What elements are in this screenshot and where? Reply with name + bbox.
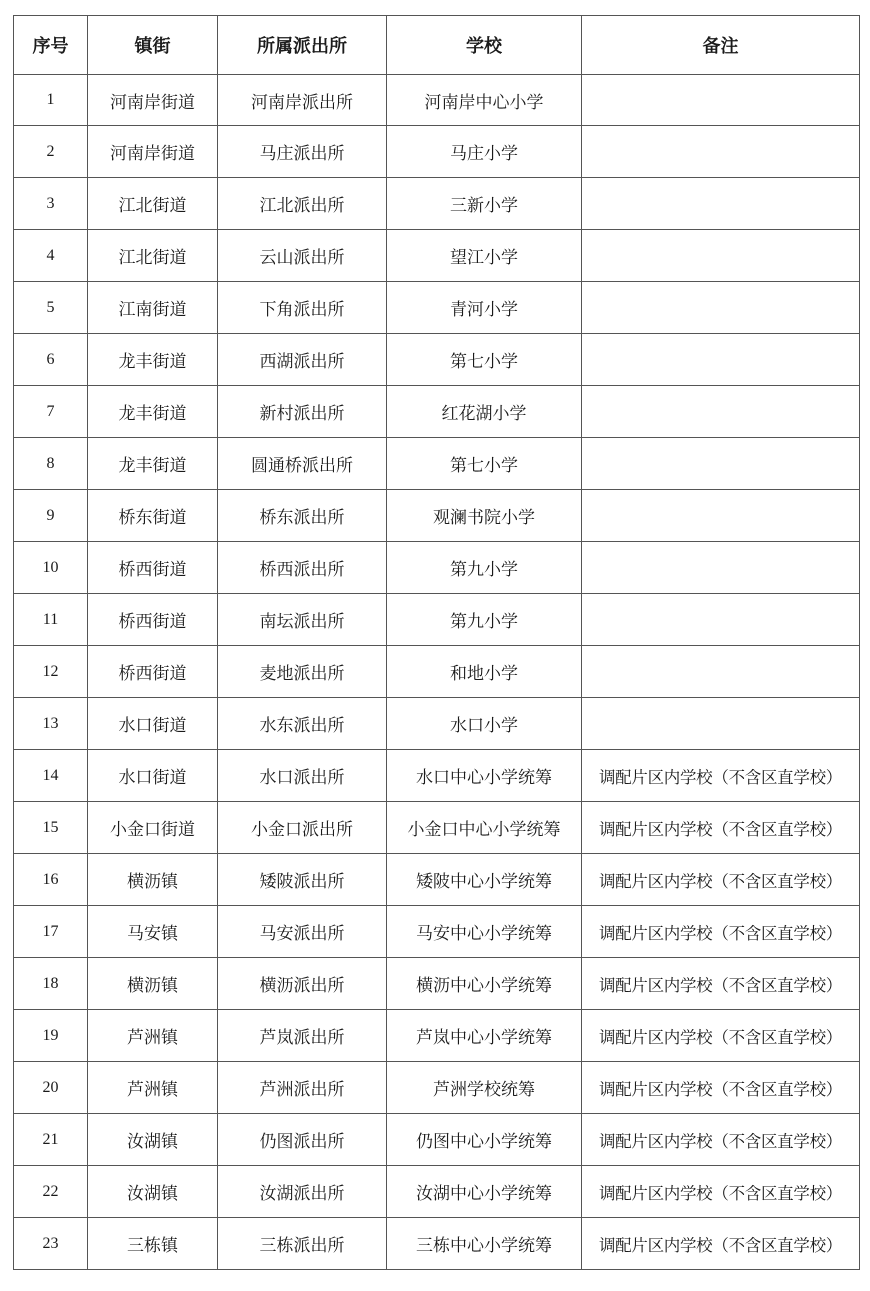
cell-police-station: 河南岸派出所 — [218, 75, 387, 126]
cell-police-station: 江北派出所 — [218, 178, 387, 230]
cell-school: 望江小学 — [387, 230, 582, 282]
header-note: 备注 — [582, 16, 860, 75]
cell-num: 7 — [14, 386, 88, 438]
cell-note: 调配片区内学校（不含区直学校） — [582, 1166, 860, 1218]
cell-school: 第七小学 — [387, 334, 582, 386]
cell-num: 19 — [14, 1010, 88, 1062]
cell-town: 芦洲镇 — [88, 1010, 218, 1062]
cell-town: 河南岸街道 — [88, 126, 218, 178]
cell-school: 第七小学 — [387, 438, 582, 490]
cell-police-station: 小金口派出所 — [218, 802, 387, 854]
cell-num: 6 — [14, 334, 88, 386]
cell-town: 三栋镇 — [88, 1218, 218, 1270]
cell-police-station: 水东派出所 — [218, 698, 387, 750]
cell-num: 11 — [14, 594, 88, 646]
cell-num: 4 — [14, 230, 88, 282]
cell-town: 龙丰街道 — [88, 334, 218, 386]
cell-num: 10 — [14, 542, 88, 594]
cell-police-station: 云山派出所 — [218, 230, 387, 282]
cell-note — [582, 698, 860, 750]
cell-note: 调配片区内学校（不含区直学校） — [582, 1114, 860, 1166]
cell-police-station: 马安派出所 — [218, 906, 387, 958]
table-row — [14, 230, 860, 282]
table-row — [14, 646, 860, 698]
cell-town: 横沥镇 — [88, 958, 218, 1010]
cell-school: 第九小学 — [387, 594, 582, 646]
cell-school: 红花湖小学 — [387, 386, 582, 438]
cell-school: 汝湖中心小学统筹 — [387, 1166, 582, 1218]
cell-num: 3 — [14, 178, 88, 230]
table-row — [14, 1166, 860, 1218]
cell-police-station: 芦洲派出所 — [218, 1062, 387, 1114]
cell-school: 青河小学 — [387, 282, 582, 334]
cell-police-station: 下角派出所 — [218, 282, 387, 334]
cell-num: 16 — [14, 854, 88, 906]
cell-town: 汝湖镇 — [88, 1166, 218, 1218]
cell-school: 小金口中心小学统筹 — [387, 802, 582, 854]
cell-town: 芦洲镇 — [88, 1062, 218, 1114]
cell-town: 马安镇 — [88, 906, 218, 958]
table-row — [14, 854, 860, 906]
school-assignment-table-container — [13, 15, 859, 1270]
cell-school: 水口小学 — [387, 698, 582, 750]
table-row — [14, 386, 860, 438]
cell-police-station: 矮陂派出所 — [218, 854, 387, 906]
cell-school: 观澜书院小学 — [387, 490, 582, 542]
cell-num: 12 — [14, 646, 88, 698]
cell-note — [582, 386, 860, 438]
cell-num: 13 — [14, 698, 88, 750]
cell-note: 调配片区内学校（不含区直学校） — [582, 1062, 860, 1114]
table-row — [14, 1010, 860, 1062]
cell-school: 河南岸中心小学 — [387, 75, 582, 126]
header-num: 序号 — [14, 16, 88, 75]
table-row — [14, 958, 860, 1010]
cell-num: 17 — [14, 906, 88, 958]
table-row — [14, 490, 860, 542]
table-row — [14, 542, 860, 594]
cell-police-station: 仍图派出所 — [218, 1114, 387, 1166]
cell-school: 矮陂中心小学统筹 — [387, 854, 582, 906]
cell-school: 马安中心小学统筹 — [387, 906, 582, 958]
cell-note — [582, 490, 860, 542]
cell-note: 调配片区内学校（不含区直学校） — [582, 1010, 860, 1062]
table-row — [14, 438, 860, 490]
cell-note: 调配片区内学校（不含区直学校） — [582, 802, 860, 854]
cell-note — [582, 230, 860, 282]
cell-town: 横沥镇 — [88, 854, 218, 906]
table-row — [14, 178, 860, 230]
cell-num: 9 — [14, 490, 88, 542]
cell-town: 桥东街道 — [88, 490, 218, 542]
cell-police-station: 芦岚派出所 — [218, 1010, 387, 1062]
cell-town: 河南岸街道 — [88, 75, 218, 126]
table-header — [14, 16, 860, 75]
cell-police-station: 麦地派出所 — [218, 646, 387, 698]
cell-num: 21 — [14, 1114, 88, 1166]
cell-note — [582, 542, 860, 594]
cell-note — [582, 334, 860, 386]
cell-note — [582, 75, 860, 126]
table-row — [14, 906, 860, 958]
cell-school: 第九小学 — [387, 542, 582, 594]
cell-note — [582, 438, 860, 490]
cell-num: 8 — [14, 438, 88, 490]
header-school: 学校 — [387, 16, 582, 75]
cell-num: 23 — [14, 1218, 88, 1270]
table-row — [14, 750, 860, 802]
table-row — [14, 1062, 860, 1114]
cell-school: 和地小学 — [387, 646, 582, 698]
cell-school: 三新小学 — [387, 178, 582, 230]
cell-police-station: 南坛派出所 — [218, 594, 387, 646]
cell-town: 水口街道 — [88, 750, 218, 802]
cell-town: 江南街道 — [88, 282, 218, 334]
cell-police-station: 三栋派出所 — [218, 1218, 387, 1270]
cell-num: 22 — [14, 1166, 88, 1218]
cell-school: 仍图中心小学统筹 — [387, 1114, 582, 1166]
table-row — [14, 594, 860, 646]
cell-note — [582, 282, 860, 334]
cell-school: 芦洲学校统筹 — [387, 1062, 582, 1114]
cell-police-station: 马庄派出所 — [218, 126, 387, 178]
cell-town: 龙丰街道 — [88, 438, 218, 490]
table-row — [14, 802, 860, 854]
cell-note — [582, 646, 860, 698]
cell-police-station: 桥西派出所 — [218, 542, 387, 594]
header-town: 镇街 — [88, 16, 218, 75]
cell-note: 调配片区内学校（不含区直学校） — [582, 854, 860, 906]
cell-school: 水口中心小学统筹 — [387, 750, 582, 802]
cell-school: 芦岚中心小学统筹 — [387, 1010, 582, 1062]
cell-police-station: 水口派出所 — [218, 750, 387, 802]
cell-police-station: 新村派出所 — [218, 386, 387, 438]
cell-town: 水口街道 — [88, 698, 218, 750]
table-row — [14, 282, 860, 334]
cell-note — [582, 178, 860, 230]
cell-town: 江北街道 — [88, 178, 218, 230]
cell-police-station: 西湖派出所 — [218, 334, 387, 386]
cell-note: 调配片区内学校（不含区直学校） — [582, 958, 860, 1010]
cell-note — [582, 126, 860, 178]
cell-town: 桥西街道 — [88, 646, 218, 698]
cell-school: 横沥中心小学统筹 — [387, 958, 582, 1010]
cell-school: 马庄小学 — [387, 126, 582, 178]
cell-police-station: 桥东派出所 — [218, 490, 387, 542]
table-row — [14, 1114, 860, 1166]
table-row — [14, 1218, 860, 1270]
cell-note — [582, 594, 860, 646]
cell-town: 汝湖镇 — [88, 1114, 218, 1166]
cell-note: 调配片区内学校（不含区直学校） — [582, 1218, 860, 1270]
cell-police-station: 圆通桥派出所 — [218, 438, 387, 490]
cell-school: 三栋中心小学统筹 — [387, 1218, 582, 1270]
cell-num: 14 — [14, 750, 88, 802]
cell-num: 20 — [14, 1062, 88, 1114]
cell-town: 小金口街道 — [88, 802, 218, 854]
cell-note: 调配片区内学校（不含区直学校） — [582, 750, 860, 802]
header-row — [14, 16, 860, 75]
cell-town: 桥西街道 — [88, 542, 218, 594]
cell-note: 调配片区内学校（不含区直学校） — [582, 906, 860, 958]
cell-town: 桥西街道 — [88, 594, 218, 646]
cell-police-station: 汝湖派出所 — [218, 1166, 387, 1218]
table-body — [14, 75, 860, 1270]
cell-town: 江北街道 — [88, 230, 218, 282]
cell-num: 1 — [14, 75, 88, 126]
table-row — [14, 334, 860, 386]
table-row — [14, 75, 860, 126]
cell-num: 5 — [14, 282, 88, 334]
table-row — [14, 698, 860, 750]
school-assignment-table — [13, 15, 860, 1270]
header-police-station: 所属派出所 — [218, 16, 387, 75]
cell-num: 18 — [14, 958, 88, 1010]
cell-town: 龙丰街道 — [88, 386, 218, 438]
cell-num: 15 — [14, 802, 88, 854]
table-row — [14, 126, 860, 178]
cell-num: 2 — [14, 126, 88, 178]
cell-police-station: 横沥派出所 — [218, 958, 387, 1010]
